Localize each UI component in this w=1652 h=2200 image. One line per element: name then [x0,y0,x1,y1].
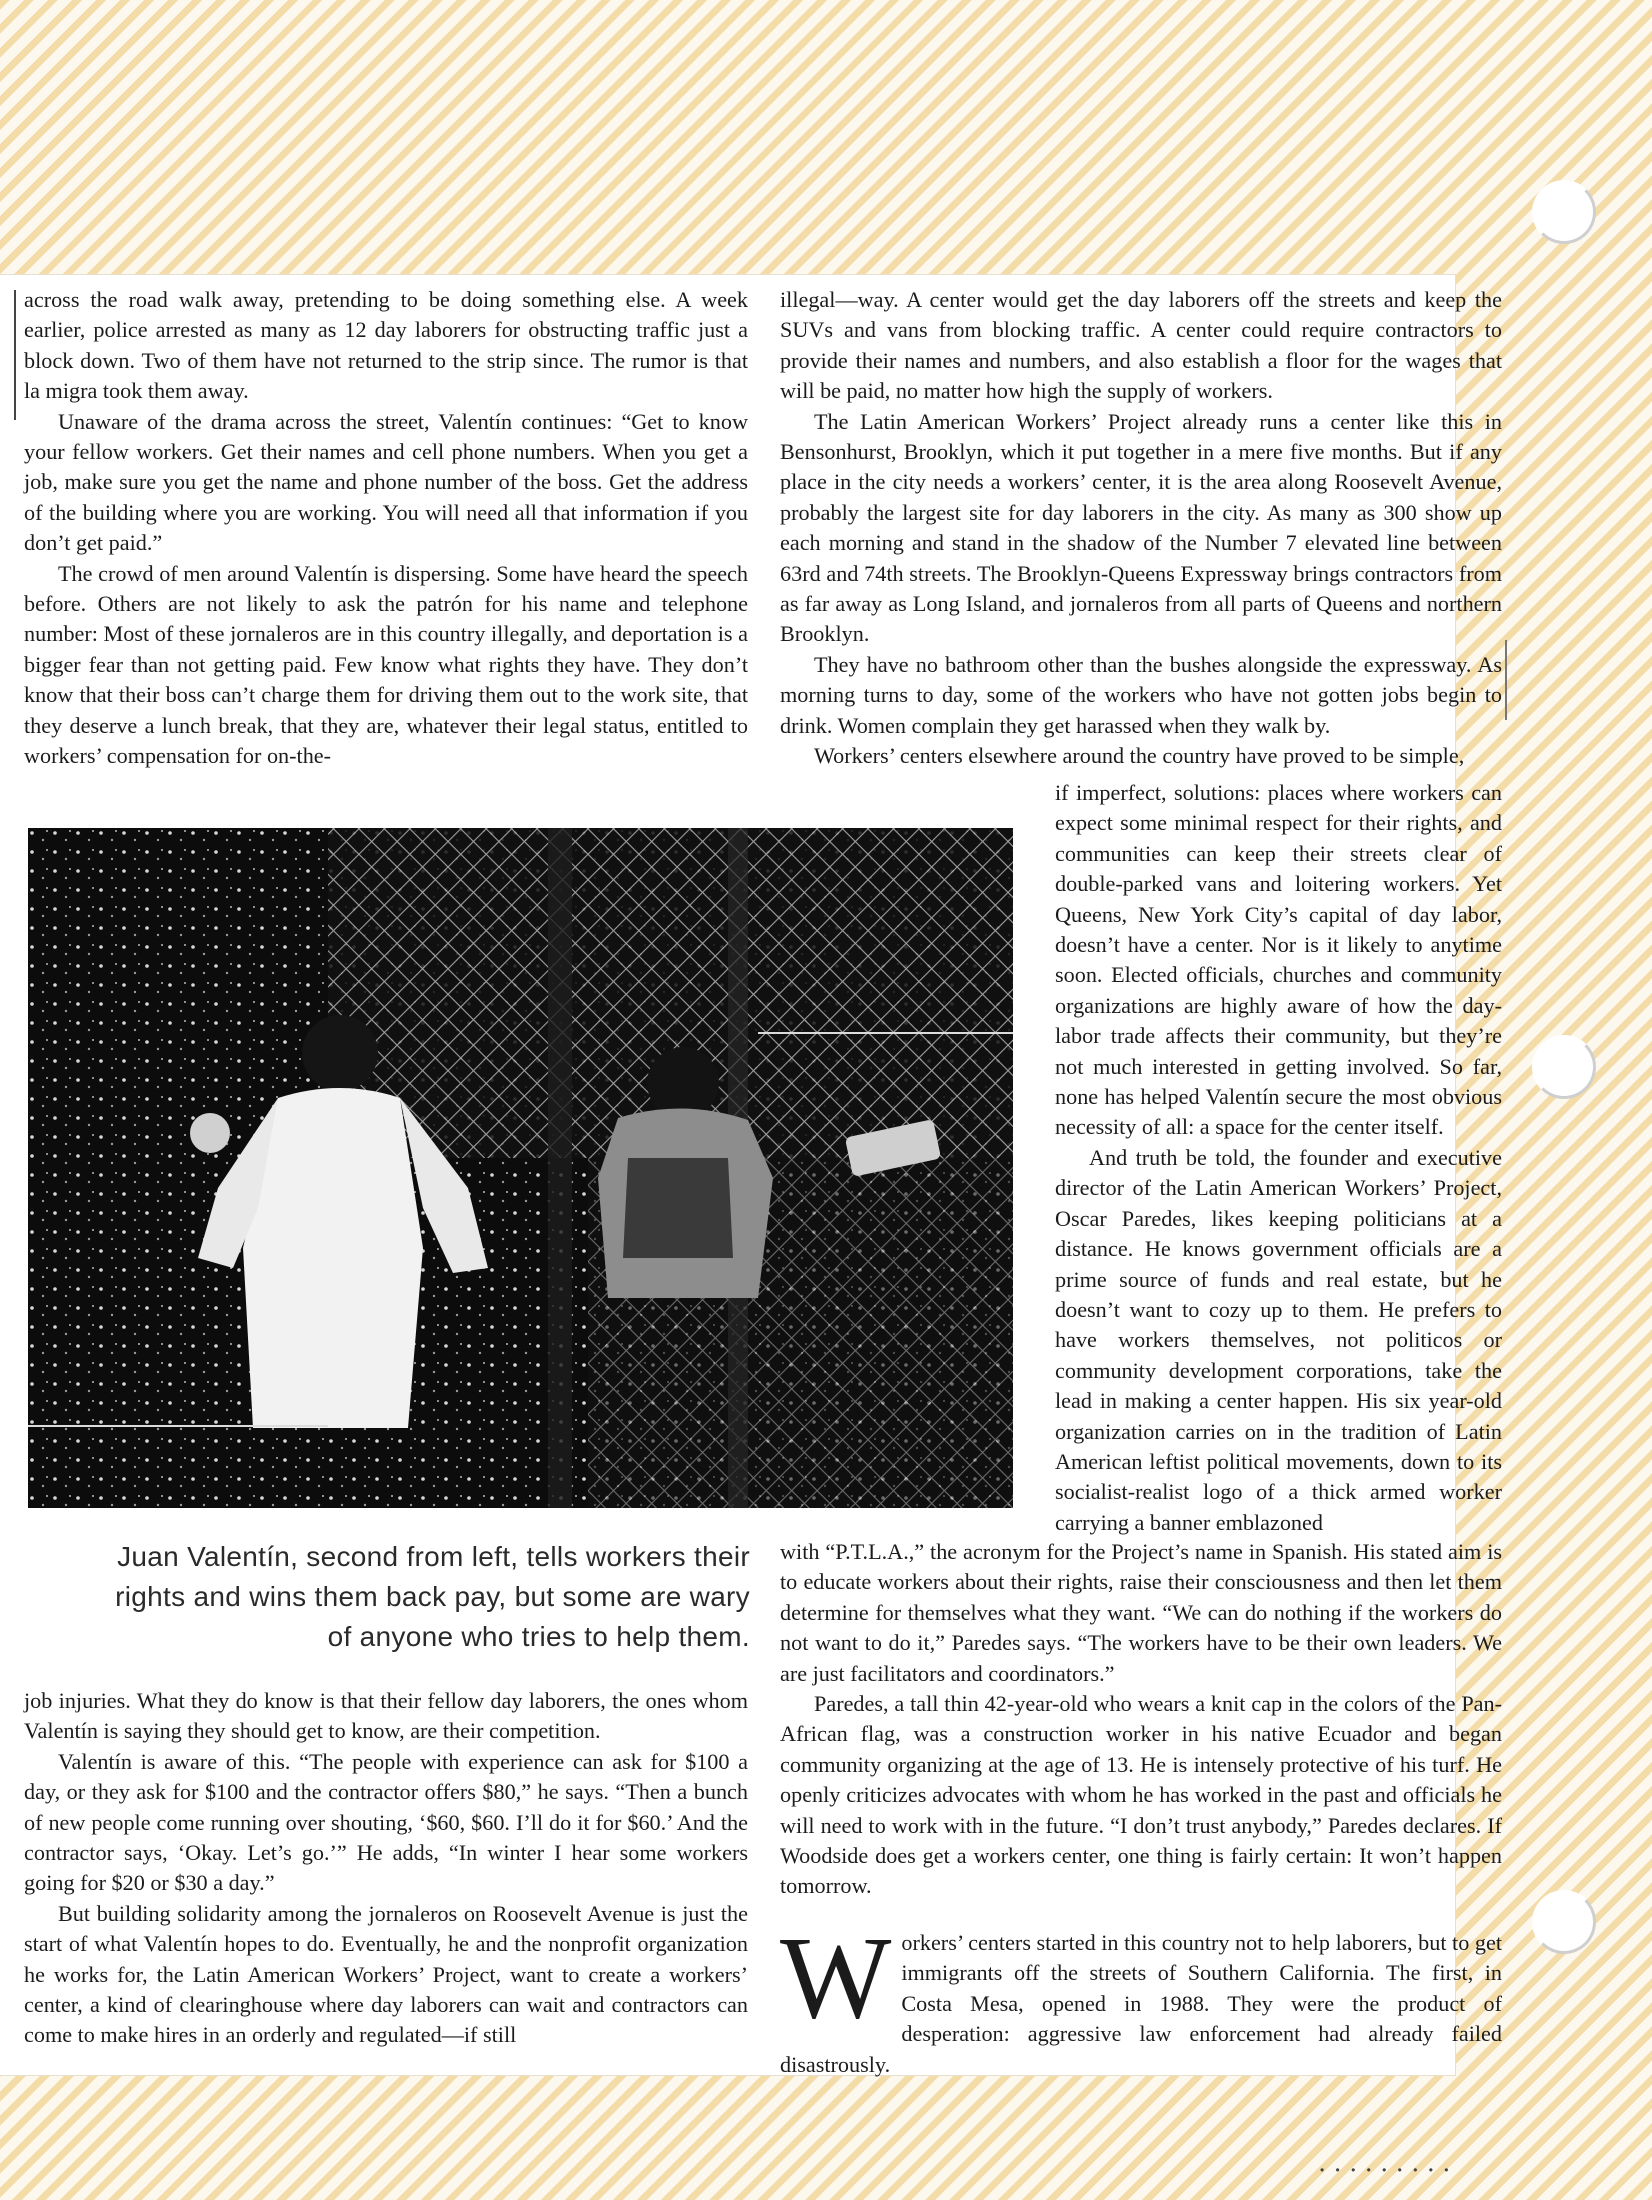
paragraph: if imperfect, solutions: places where workers can expect some minimal respect for their rights, and communities can keep their streets clear of double-parked vans and loitering workers. Yet Queens, New York City’s capital of day labor, doesn’t have a center. Nor is it likely to anytime soon. Elected officials, churches and community organizations are highly aware of how the day-labor trade affects their community, but they’re not much interested in getting involved. So far, none has helped Valentín secure the most obvious necessity of all: a space for the center itself. [1055,780,1502,1140]
paragraph: The Latin American Workers’ Project already runs a center like this in Bensonhurst, Brooklyn, which it put together in a mere five months. But if any place in the city needs a workers’ center, it is the area along Roosevelt Avenue, probably the largest site for day laborers in the city. As many as 300 show up each morning and stand in the shadow of the Number 7 elevated line between 63rd and 74th streets. The Brooklyn-Queens Expressway brings contractors from as far away as Long Island, and jornaleros from all parts of Queens and northern Brooklyn. [780,408,1502,647]
margin-mark-left [14,290,16,420]
paragraph: And truth be told, the founder and executive director of the Latin American Workers’ Project, Oscar Paredes, likes keeping politicians at a distance. He knows government officials are a prime source of funds and real estate, but he doesn’t want to cozy up to them. He prefers to have workers themselves, not politicos or community development corporations, take the lead in making a center happen. His six year-old organization carries on in the tradition of Latin American leftist political movements, down to its socialist-realist logo of a thick armed worker carrying a banner emblazoned [1055,1144,1502,1535]
punch-hole-bottom [1532,1890,1596,1954]
paragraph: orkers’ centers started in this country not to help laborers, but to get immigrants off the streets of Southern California. The first, in Costa Mesa, opened in 1988. They were the product of desperation: aggressive law enforcement had already failed disastrously. [780,1930,1502,2077]
paragraph: Paredes, a tall thin 42-year-old who wears a knit cap in the colors of the Pan-African flag, was a construction worker in his native Ecuador and began community organizing at the age of 13. He is intensely protective of his turf. He openly criticizes advocates with whom he has worked in the past and officials he will need to work with in the future. “I don’t trust anybody,” Paredes declares. If Woodside does get a workers center, one thing is fairly certain: It won’t happen tomorrow. [780,1691,1502,1899]
paragraph: across the road walk away, pretending to be doing something else. A week earlier, police arrested as many as 12 day laborers for obstructing traffic just a block down. Two of them have not returned to the strip since. The rumor is that la migra took them away. [24,287,748,404]
paragraph: Unaware of the drama across the street, Valentín continues: “Get to know your fellow workers. Get their names and cell phone numbers. When you get a job, make sure you get the name and phone number of the boss. Get the address of the building where you are working. You will need all that information if you don’t get paid.” [24,408,748,556]
page-footer-mark: • • • • • • • • • [1320,2163,1453,2177]
column-right-bottom [780,1537,1502,1902]
paragraph: They have no bathroom other than the bushes alongside the expressway. As morning turns to day, some of the workers who have not gotten jobs begin to drink. Women complain they get harassed when they walk by. [780,651,1502,738]
drop-cap-section [780,1912,1502,2080]
margin-mark-right [1505,640,1507,720]
article-photo [28,828,1013,1508]
paragraph: Valentín is aware of this. “The people with experience can ask for $100 a day, or they ask for $100 and the contractor offers $80,” he says. “Then a bunch of new people come running over shouting, ‘$60, $60. I’ll do it for $60.’ And the contractor says, ‘Okay. Let’s go.’” He adds, “In winter I hear some workers going for $20 or $30 a day.” [24,1748,748,1896]
column-right-top [780,285,1502,772]
column-left-bottom [24,1686,748,2051]
column-right-wrapped [1055,778,1502,1538]
photo-caption: Juan Valentín, second from left, tells workers their rights and wins them back pay, but some are wary of anyone who tries to help them. [115,1541,750,1652]
paragraph: with “P.T.L.A.,” the acronym for the Project’s name in Spanish. His stated aim is to educate workers about their rights, raise their consciousness and then let them determine for themselves what they want. “We can do nothing if the workers do not want to do it,” Paredes says. “The workers have to be their own leaders. We are just facilitators and coordinators.” [780,1539,1502,1686]
drop-cap-letter: W [780,1912,892,2043]
paragraph: The crowd of men around Valentín is dispersing. Some have heard the speech before. Others are not likely to ask the patrón for his name and telephone number: Most of these jornaleros are in this country illegally, and deportation is a bigger fear than not getting paid. Few know what rights they have. They don’t know that their boss can’t charge them for driving them out to the work site, that they deserve a lunch break, that they are, whatever their legal status, entitled to workers’ compensation for on-the- [24,560,748,769]
punch-hole-middle [1532,1035,1596,1099]
punch-hole-top [1532,180,1596,244]
paragraph: illegal—way. A center would get the day laborers off the streets and keep the SUVs and vans from blocking traffic. A center could require contractors to provide their names and numbers, and also establish a floor for the wages that will be paid, no matter how high the supply of workers. [780,287,1502,404]
paragraph: Workers’ centers elsewhere around the country have proved to be simple, [814,743,1465,769]
paragraph: But building solidarity among the jornaleros on Roosevelt Avenue is just the start of what Valentín hopes to do. Eventually, he and the nonprofit organization he works for, the Latin American Workers’ Project, want to create a workers’ center, a kind of clearinghouse where day laborers can wait and contractors can come to make hires in an orderly and regulated—if still [24,1900,748,2048]
column-left-top [24,285,748,772]
paragraph: job injuries. What they do know is that their fellow day laborers, the ones whom Valentín is saying they should get to know, are their competition. [24,1688,748,1744]
photo-image [28,828,1013,1508]
